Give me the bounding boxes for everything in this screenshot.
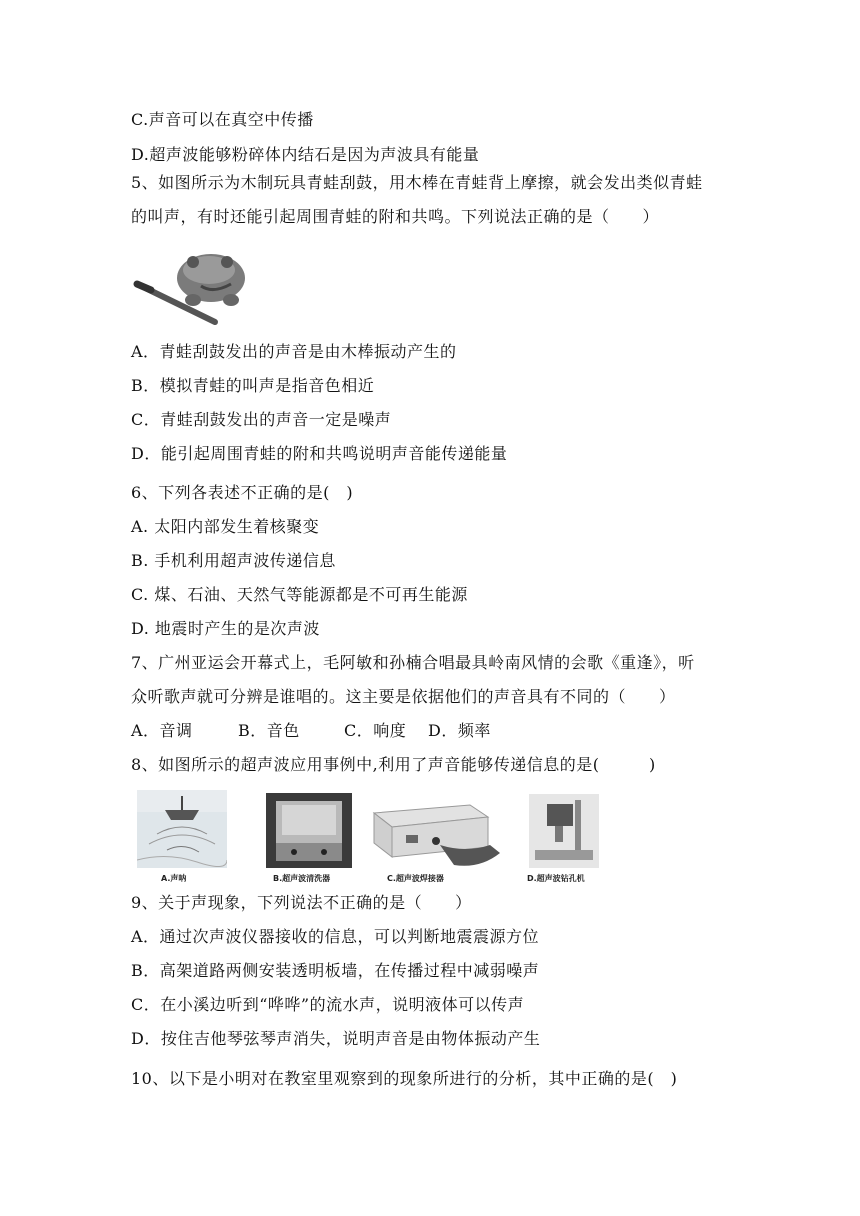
q6-option-c: C. 煤、石油、天然气等能源都是不可再生能源 xyxy=(131,585,468,604)
line-c: C.声音可以在真空中传播 xyxy=(131,110,314,129)
q9-option-a: A．通过次声波仪器接收的信息，可以判断地震震源方位 xyxy=(131,927,540,946)
q8-caption-b: B.超声波清洗器 xyxy=(273,874,331,883)
q9-option-c: C．在小溪边听到“哗哗”的流水声，说明液体可以传声 xyxy=(131,995,525,1014)
q7-stem-2: 众听歌声就可分辨是谁唱的。这主要是依据他们的声音具有不同的（ ） xyxy=(131,687,676,706)
q6-option-b: B. 手机利用超声波传递信息 xyxy=(131,551,336,570)
q7-option-b: B．音色 xyxy=(238,721,300,740)
q5-option-b: B．模拟青蛙的叫声是指音色相近 xyxy=(131,376,375,395)
q5-option-d: D．能引起周围青蛙的附和共鸣说明声音能传递能量 xyxy=(131,444,508,463)
q7-options xyxy=(131,720,491,742)
line-d: D.超声波能够粉碎体内结石是因为声波具有能量 xyxy=(131,145,480,164)
q8-caption-c: C.超声波焊接器 xyxy=(387,874,444,883)
q8-caption-a: A.声呐 xyxy=(161,874,187,883)
ultrasonic-welder-figure xyxy=(370,795,508,871)
sonar-figure xyxy=(137,790,227,868)
q9-option-d: D．按住吉他琴弦琴声消失，说明声音是由物体振动产生 xyxy=(131,1029,541,1048)
frog-guiro-figure xyxy=(131,240,251,330)
q9-option-b: B．高架道路两侧安装透明板墙，在传播过程中减弱噪声 xyxy=(131,961,540,980)
q5-option-c: C．青蛙刮鼓发出的声音一定是噪声 xyxy=(131,410,392,429)
q7-option-a: A．音调 xyxy=(131,721,193,740)
q9-stem: 9、关于声现象，下列说法不正确的是（ ） xyxy=(131,893,472,912)
q6-stem: 6、下列各表述不正确的是( ) xyxy=(131,483,354,502)
q8-stem: 8、如图所示的超声波应用事例中,利用了声音能够传递信息的是( ) xyxy=(131,755,656,774)
q6-option-d: D. 地震时产生的是次声波 xyxy=(131,619,320,638)
ultrasonic-drill-figure xyxy=(529,794,599,868)
ultrasonic-cleaner-figure xyxy=(266,793,352,868)
q5-option-a: A．青蛙刮鼓发出的声音是由木棒振动产生的 xyxy=(131,342,457,361)
q5-stem-2: 的叫声，有时还能引起周围青蛙的附和共鸣。下列说法正确的是（ ） xyxy=(131,207,660,226)
q8-caption-d: D.超声波钻孔机 xyxy=(527,874,585,883)
q7-option-c: C．响度 xyxy=(344,721,407,740)
q5-stem-1: 5、如图所示为木制玩具青蛙刮鼓，用木棒在青蛙背上摩擦，就会发出类似青蛙 xyxy=(131,173,703,192)
q7-stem-1: 7、广州亚运会开幕式上，毛阿敏和孙楠合唱最具岭南风情的会歌《重逢》，听 xyxy=(131,653,695,672)
q6-option-a: A. 太阳内部发生着核聚变 xyxy=(131,517,320,536)
q7-option-d: D．频率 xyxy=(428,721,491,740)
q10-stem: 10、以下是小明对在教室里观察到的现象所进行的分析，其中正确的是( ) xyxy=(131,1069,678,1088)
